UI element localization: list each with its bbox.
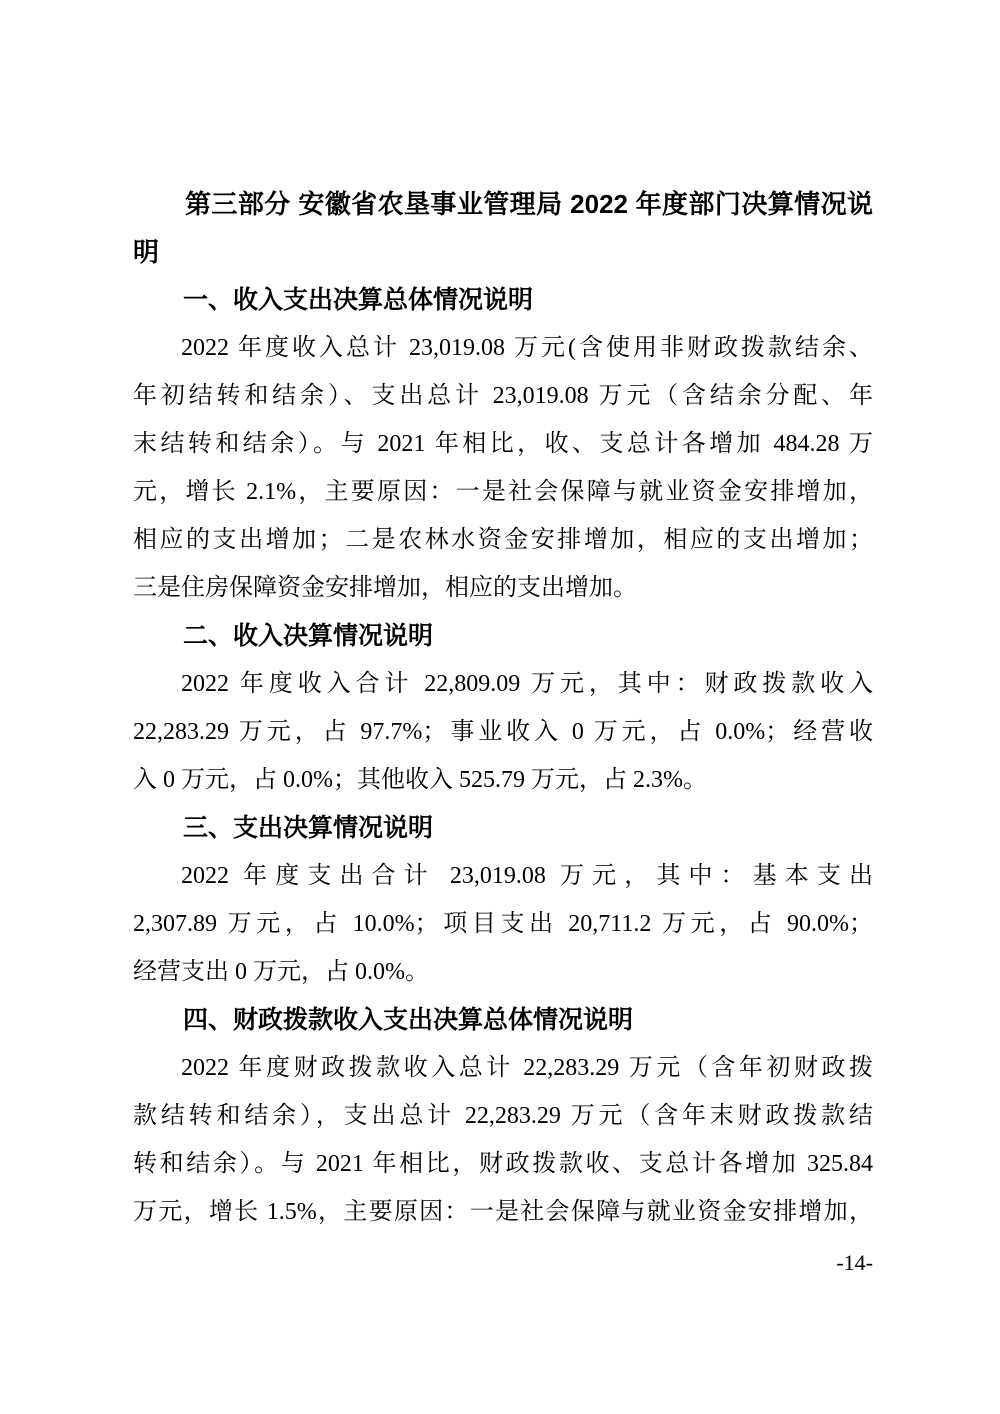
page-number: -14-: [836, 1250, 873, 1275]
section-3-paragraph-line-1: 2022 年度支出合计 23,019.08 万元，其中：基本支出: [181, 863, 873, 889]
section-3-paragraph-line-2: 2,307.89 万元，占 10.0%；项目支出 20,711.2 万元，占 90.0%；: [133, 911, 873, 937]
section-1-paragraph-line-1: 2022 年度收入总计 23,019.08 万元(含使用非财政拨款结余、: [181, 335, 873, 361]
section-2-paragraph-line-3: 入 0 万元，占 0.0%；其他收入 525.79 万元，占 2.3%。: [133, 767, 707, 793]
section-3-paragraph-line-3: 经营支出 0 万元，占 0.0%。: [133, 959, 429, 985]
section-1-paragraph-line-4: 元，增长 2.1%，主要原因：一是社会保障与就业资金安排增加，: [133, 479, 873, 505]
section-2-paragraph-line-1: 2022 年度收入合计 22,809.09 万元，其中：财政拨款收入: [181, 671, 873, 697]
section-4-paragraph-line-2: 款结转和结余），支出总计 22,283.29 万元（含年末财政拨款结: [133, 1103, 873, 1129]
section-2-paragraph-line-2: 22,283.29 万元，占 97.7%；事业收入 0 万元，占 0.0%；经营收: [133, 719, 873, 745]
section-4-paragraph-line-1: 2022 年度财政拨款收入总计 22,283.29 万元（含年初财政拨: [181, 1055, 873, 1081]
document-title-line-1: 第三部分 安徽省农垦事业管理局 2022 年度部门决算情况说: [185, 189, 873, 219]
section-4-paragraph-line-4: 万元，增长 1.5%，主要原因：一是社会保障与就业资金安排增加，: [133, 1199, 873, 1225]
section-4-paragraph-line-3: 转和结余）。与 2021 年相比，财政拨款收、支总计各增加 325.84: [133, 1151, 873, 1177]
section-1-paragraph-line-3: 末结转和结余）。与 2021 年相比，收、支总计各增加 484.28 万: [133, 431, 873, 457]
section-1-paragraph-line-6: 三是住房保障资金安排增加，相应的支出增加。: [133, 575, 637, 601]
document-content: [133, 180, 873, 1236]
section-2-heading: 二、收入决算情况说明: [183, 622, 434, 650]
section-3-heading: 三、支出决算情况说明: [183, 814, 434, 842]
document-title-line-2: 明: [133, 237, 160, 267]
section-4-heading: 四、财政拨款收入支出决算总体情况说明: [183, 1006, 634, 1034]
section-1-heading: 一、收入支出决算总体情况说明: [183, 286, 534, 314]
section-1-paragraph-line-2: 年初结转和结余）、支出总计 23,019.08 万元（含结余分配、年: [133, 383, 873, 409]
section-1-paragraph-line-5: 相应的支出增加；二是农林水资金安排增加，相应的支出增加；: [133, 527, 873, 553]
